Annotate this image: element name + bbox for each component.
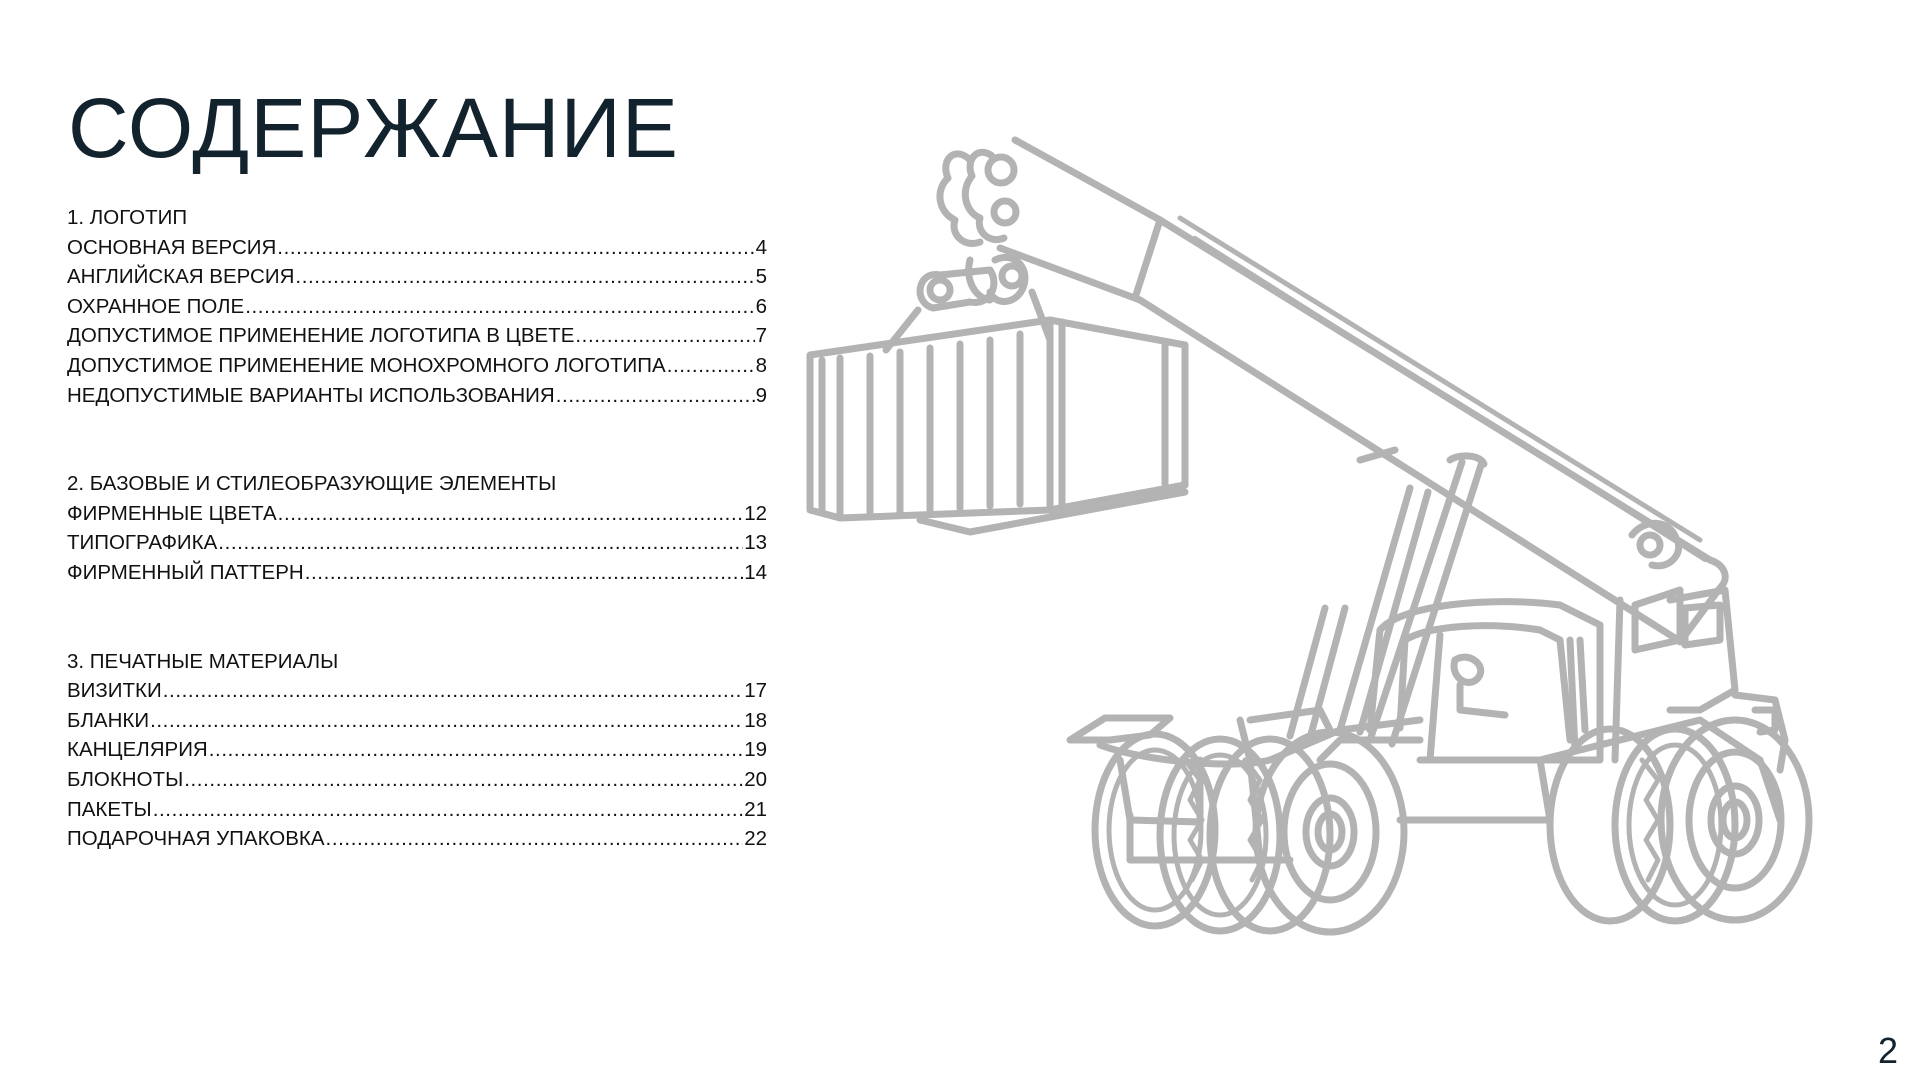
toc-entry[interactable] (67, 528, 767, 558)
toc-entry[interactable] (67, 321, 767, 351)
toc-entry[interactable] (67, 706, 767, 736)
wheels (1095, 720, 1809, 932)
page-title: СОДЕРЖАНИЕ (68, 81, 679, 175)
telescopic-reach-stacker-icon (800, 120, 1870, 970)
dot-leader (218, 528, 743, 558)
lift-cylinders (1290, 450, 1484, 744)
spreader-head (940, 152, 1016, 243)
toc-entry-label: ФИРМЕННЫЙ ПАТТЕРН (67, 560, 304, 584)
dot-leader (184, 765, 743, 795)
section-heading: 3. ПЕЧАТНЫЕ МАТЕРИАЛЫ (67, 649, 339, 673)
toc-entry[interactable] (67, 676, 767, 706)
dot-leader (326, 824, 744, 854)
dot-leader (575, 321, 754, 351)
toc-entry-page: 8 (755, 353, 767, 377)
toc-entry-label: НЕДОПУСТИМЫЕ ВАРИАНТЫ ИСПОЛЬЗОВАНИЯ (67, 383, 555, 407)
telescopic-boom (1000, 140, 1725, 642)
dot-leader (163, 676, 743, 706)
toc-entry-label: ОХРАННОЕ ПОЛЕ (67, 294, 245, 318)
toc-entry[interactable] (67, 765, 767, 795)
toc-entry-label: ПАКЕТЫ (67, 797, 152, 821)
toc-entry-label: ВИЗИТКИ (67, 679, 162, 703)
section-heading: 1. ЛОГОТИП (67, 206, 188, 229)
toc-entry-page: 13 (744, 531, 767, 555)
toc-entry-page: 6 (755, 294, 767, 318)
toc-entry-label: ТИПОГРАФИКА (67, 531, 218, 555)
toc-entry[interactable] (67, 558, 767, 588)
toc-section-print-materials (67, 647, 767, 854)
toc-entry-page: 21 (744, 797, 767, 821)
toc-entry-page: 18 (744, 708, 767, 732)
toc-entry-page: 7 (755, 324, 767, 348)
toc-entry-page: 5 (755, 265, 767, 289)
toc-entry-label: КАНЦЕЛЯРИЯ (67, 738, 208, 762)
table-of-contents (67, 203, 767, 854)
dot-leader (305, 558, 743, 588)
toc-entry[interactable] (67, 795, 767, 825)
toc-entry-page: 4 (755, 235, 767, 259)
section-heading: 2. БАЗОВЫЕ И СТИЛЕОБРАЗУЮЩИЕ ЭЛЕМЕНТЫ (67, 472, 557, 496)
toc-entry-label: ДОПУСТИМОЕ ПРИМЕНЕНИЕ МОНОХРОМНОГО ЛОГОТИПА (67, 353, 666, 377)
container (810, 320, 1185, 532)
toc-entry-label: АНГЛИЙСКАЯ ВЕРСИЯ (67, 265, 295, 289)
toc-entry-page: 9 (755, 383, 767, 407)
toc-entry-label: ДОПУСТИМОЕ ПРИМЕНЕНИЕ ЛОГОТИПА В ЦВЕТЕ (67, 324, 575, 348)
toc-entry[interactable] (67, 499, 767, 529)
toc-entry[interactable] (67, 824, 767, 854)
dot-leader (556, 381, 755, 411)
dot-leader (295, 262, 754, 292)
dot-leader (153, 795, 743, 825)
toc-section-logo (67, 203, 767, 410)
dot-leader (278, 499, 744, 529)
toc-entry[interactable] (67, 351, 767, 381)
toc-entry-label: ФИРМЕННЫЕ ЦВЕТА (67, 501, 277, 525)
toc-entry-page: 19 (744, 738, 767, 762)
toc-entry-page: 20 (744, 767, 767, 791)
toc-entry[interactable] (67, 292, 767, 322)
dot-leader (245, 292, 754, 322)
toc-entry-page: 17 (744, 679, 767, 703)
dot-leader (209, 735, 743, 765)
toc-entry-label: БЛАНКИ (67, 708, 150, 732)
hook-links (886, 257, 1050, 350)
dot-leader (150, 706, 743, 736)
dot-leader (667, 351, 755, 381)
toc-entry[interactable] (67, 233, 767, 263)
dot-leader (277, 233, 754, 263)
toc-entry[interactable] (67, 735, 767, 765)
page-number: 2 (1877, 1030, 1898, 1071)
toc-entry-label: БЛОКНОТЫ (67, 767, 184, 791)
toc-entry[interactable] (67, 262, 767, 292)
toc-entry-label: ОСНОВНАЯ ВЕРСИЯ (67, 235, 277, 259)
toc-entry-label: ПОДАРОЧНАЯ УПАКОВКА (67, 827, 325, 851)
toc-entry[interactable] (67, 381, 767, 411)
toc-entry-page: 22 (744, 827, 767, 851)
toc-section-basic-elements (67, 469, 767, 587)
toc-entry-page: 12 (744, 501, 767, 525)
toc-entry-page: 14 (744, 560, 767, 584)
